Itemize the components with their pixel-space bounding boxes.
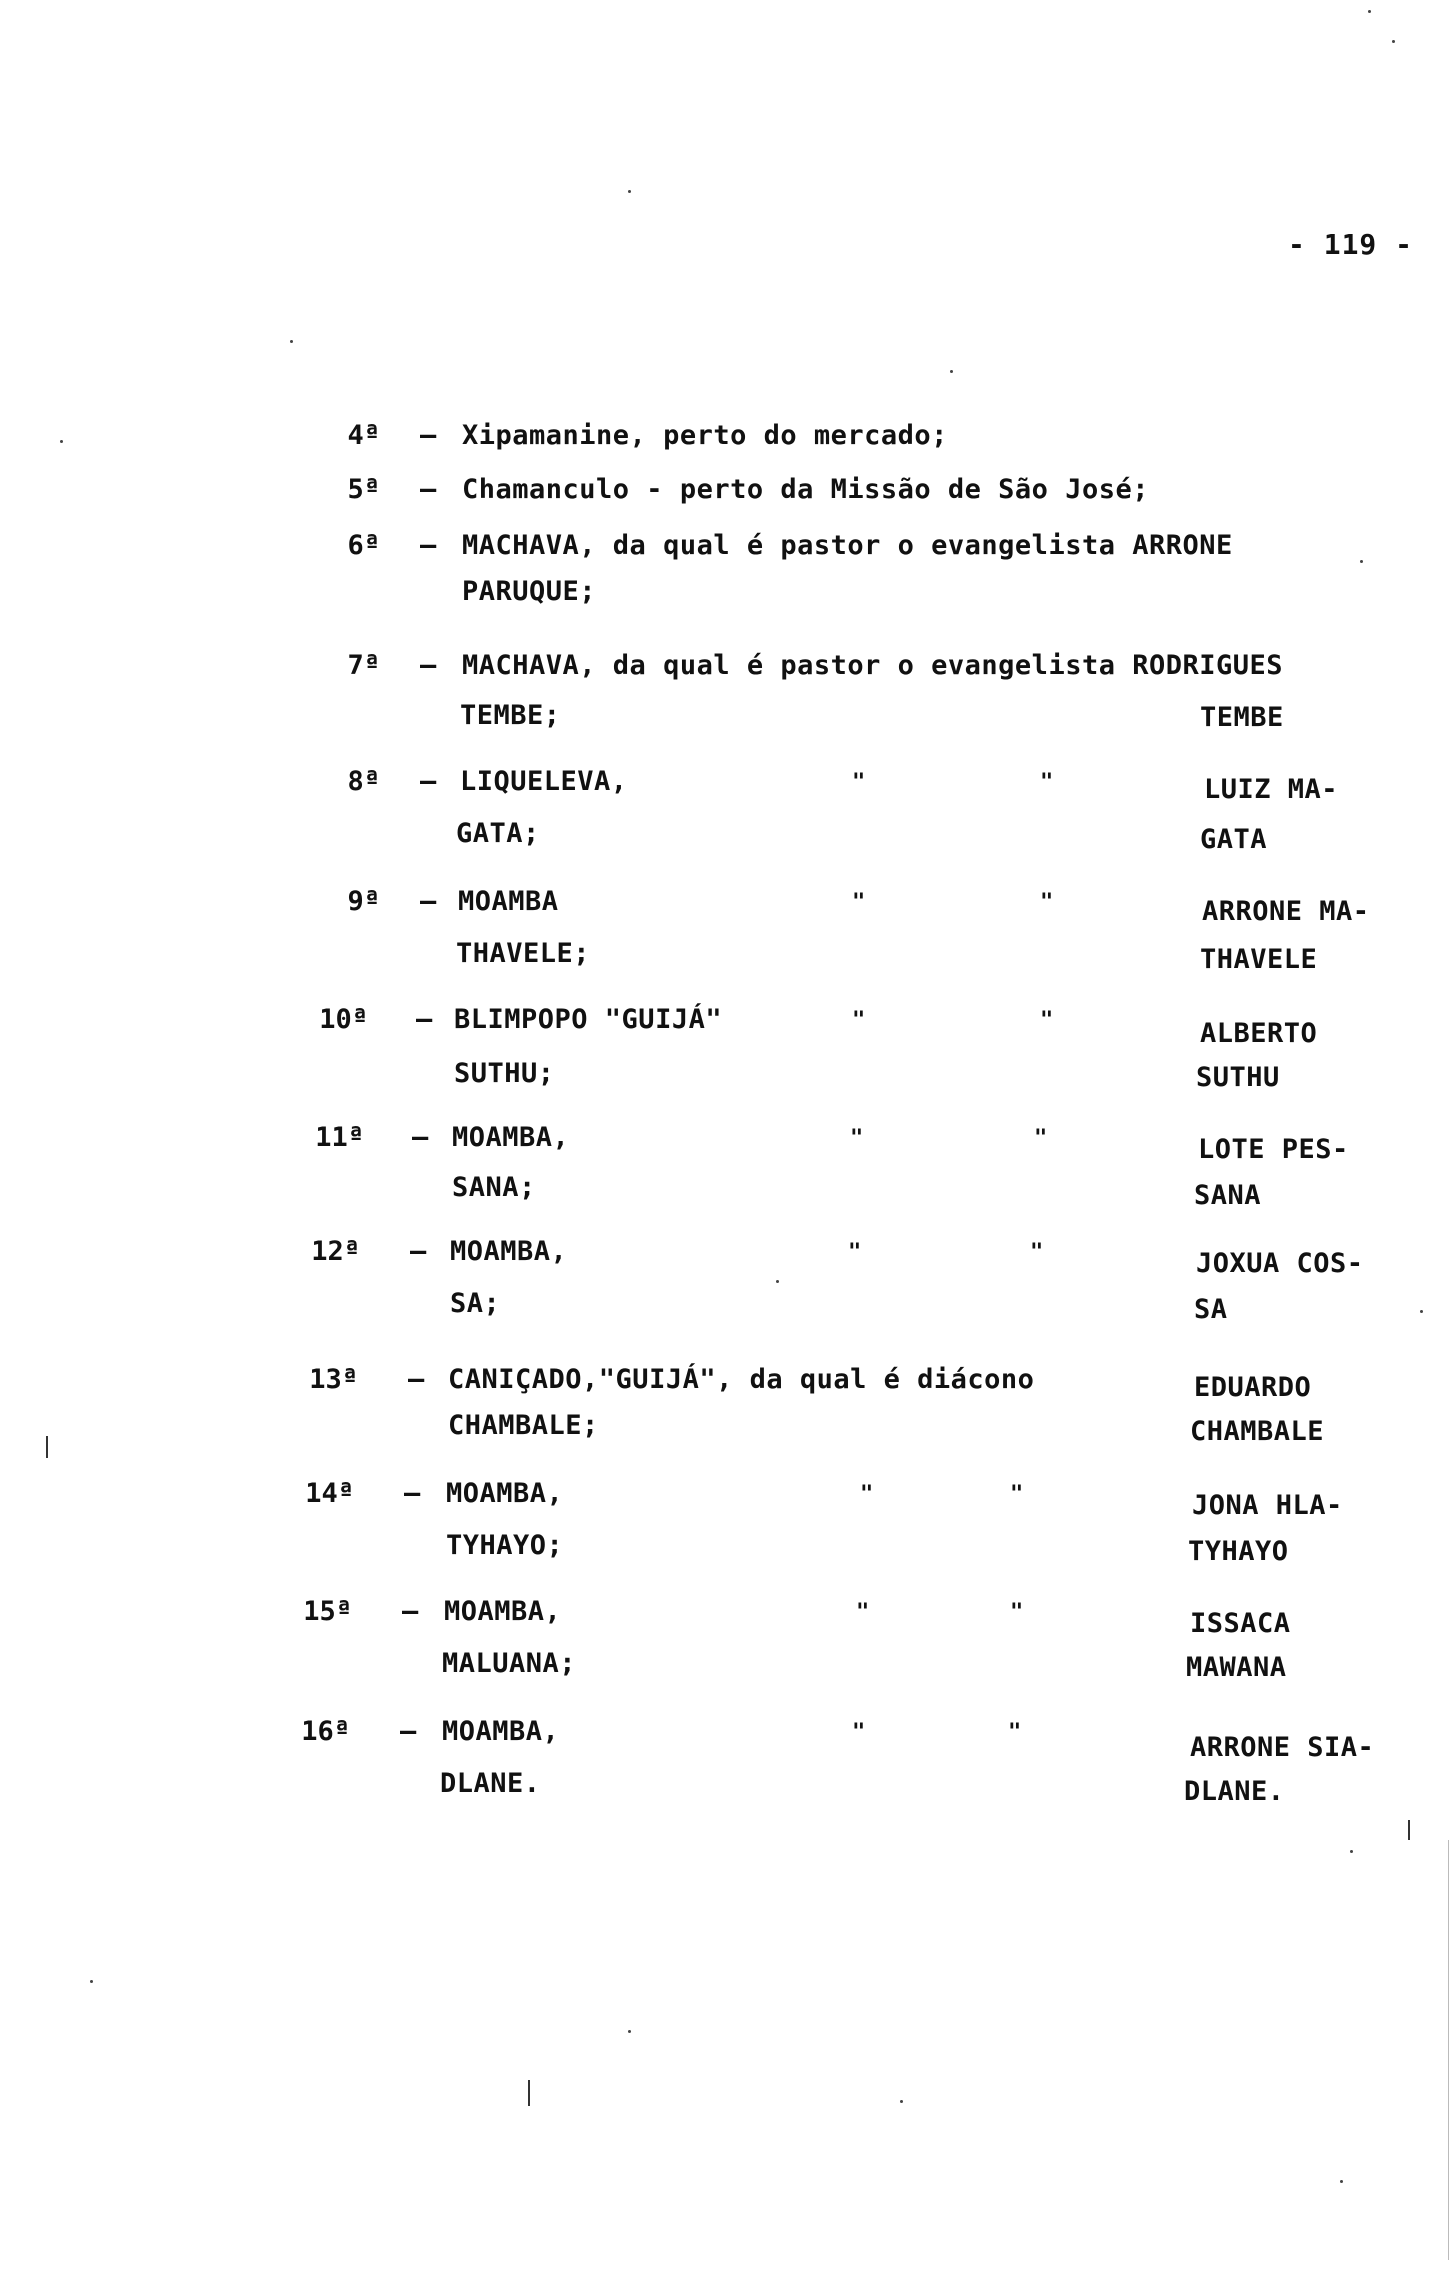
ditto-mark: " (848, 1240, 862, 1265)
scan-speck (950, 370, 953, 373)
entry-continuation: TYHAYO; (446, 1530, 564, 1561)
entry-right-name: LUIZ MA- (1204, 774, 1339, 805)
entry-dash: – (416, 1004, 433, 1035)
entry-right-name: ARRONE MA- (1202, 896, 1370, 927)
entry-continuation: SUTHU; (454, 1058, 555, 1089)
entry-right-name: SUTHU (1196, 1062, 1280, 1093)
entry-text: MOAMBA (458, 886, 559, 917)
entry-number: 10ª (319, 1004, 368, 1035)
page-number: - 119 - (1288, 228, 1414, 261)
entry-text: Chamanculo - perto da Missão de São José; (462, 474, 1149, 505)
scan-speck (776, 1280, 779, 1283)
entry-continuation: THAVELE; (456, 938, 591, 969)
entry-text: LIQUELEVA, (460, 766, 628, 797)
entry-text: MOAMBA, (444, 1596, 562, 1627)
entry-number: 7ª (347, 650, 380, 681)
ditto-mark: " (1010, 1600, 1024, 1625)
entry-continuation: CHAMBALE; (448, 1410, 599, 1441)
scan-speck (1420, 1310, 1423, 1313)
entry-number: 6ª (347, 530, 380, 561)
entry-right-name: GATA (1200, 824, 1268, 855)
entry-dash: – (420, 650, 437, 681)
entry-dash: – (420, 766, 437, 797)
entry-number: 8ª (347, 766, 380, 797)
entry-dash: – (400, 1716, 417, 1747)
ditto-mark: " (852, 1008, 866, 1033)
scan-speck (60, 440, 63, 443)
scan-speck (1340, 2180, 1343, 2183)
scan-speck (1392, 40, 1395, 43)
entry-right-name: TEMBE (1200, 702, 1284, 733)
scan-speck (290, 340, 293, 343)
entry-dash: – (420, 530, 437, 561)
entry-right-name: EDUARDO (1194, 1372, 1312, 1403)
entry-dash: – (420, 474, 437, 505)
entry-dash: – (420, 420, 437, 451)
scan-speck (1368, 10, 1371, 13)
entry-continuation: MALUANA; (442, 1648, 577, 1679)
entry-text: MOAMBA, (442, 1716, 560, 1747)
entry-right-name: ISSACA (1190, 1608, 1291, 1639)
entry-dash: – (404, 1478, 421, 1509)
entry-text: CANIÇADO,"GUIJÁ", da qual é diácono (448, 1364, 1035, 1395)
scan-speck (90, 1980, 93, 1983)
entry-right-name: ARRONE SIA- (1190, 1732, 1375, 1763)
entry-text: MOAMBA, (450, 1236, 568, 1267)
entry-number: 16ª (301, 1716, 350, 1747)
scan-speck (628, 2030, 631, 2033)
entry-dash: – (420, 886, 437, 917)
entry-text: MOAMBA, (446, 1478, 564, 1509)
entry-right-name: TYHAYO (1188, 1536, 1289, 1567)
ditto-mark: " (860, 1482, 874, 1507)
scan-mark (1408, 1820, 1410, 1840)
entry-dash: – (402, 1596, 419, 1627)
ditto-mark: " (1040, 890, 1054, 915)
entry-text: Xipamanine, perto do mercado; (462, 420, 948, 451)
scan-mark (528, 2080, 530, 2106)
ditto-mark: " (852, 890, 866, 915)
entry-right-name: DLANE. (1184, 1776, 1285, 1807)
entry-right-name: MAWANA (1186, 1652, 1287, 1683)
ditto-mark: " (856, 1600, 870, 1625)
entry-right-name: LOTE PES- (1198, 1134, 1349, 1165)
ditto-mark: " (1040, 770, 1054, 795)
entry-continuation: SA; (450, 1288, 501, 1319)
scan-mark (46, 1436, 48, 1458)
entry-continuation: PARUQUE; (462, 576, 597, 607)
entry-right-name: SANA (1194, 1180, 1262, 1211)
entry-right-name: CHAMBALE (1190, 1416, 1325, 1447)
entry-number: 4ª (347, 420, 380, 451)
entry-right-name: THAVELE (1200, 944, 1318, 975)
ditto-mark: " (1034, 1126, 1048, 1151)
ditto-mark: " (850, 1126, 864, 1151)
entry-dash: – (410, 1236, 427, 1267)
entry-number: 14ª (305, 1478, 354, 1509)
entry-continuation: DLANE. (440, 1768, 541, 1799)
entry-continuation: GATA; (456, 818, 540, 849)
ditto-mark: " (1040, 1008, 1054, 1033)
scan-speck (1360, 560, 1363, 563)
entry-right-name: SA (1194, 1294, 1228, 1325)
entry-number: 5ª (347, 474, 380, 505)
entry-text: MOAMBA, (452, 1122, 570, 1153)
ditto-mark: " (852, 1720, 866, 1745)
entry-number: 13ª (309, 1364, 358, 1395)
entry-continuation: TEMBE; (460, 700, 561, 731)
ditto-mark: " (1010, 1482, 1024, 1507)
ditto-mark: " (1008, 1720, 1022, 1745)
entry-right-name: ALBERTO (1200, 1018, 1318, 1049)
entry-text: BLIMPOPO "GUIJÁ" (454, 1004, 723, 1035)
entry-right-name: JONA HLA- (1192, 1490, 1343, 1521)
entry-right-name: JOXUA COS- (1196, 1248, 1364, 1279)
entry-number: 12ª (311, 1236, 360, 1267)
entry-text: MACHAVA, da qual é pastor o evangelista RODRIGUES (462, 650, 1284, 681)
entry-continuation: SANA; (452, 1172, 536, 1203)
scan-speck (1350, 1850, 1353, 1853)
entry-dash: – (412, 1122, 429, 1153)
ditto-mark: " (852, 770, 866, 795)
entry-dash: – (408, 1364, 425, 1395)
scan-speck (900, 2100, 903, 2103)
entry-text: MACHAVA, da qual é pastor o evangelista ARRONE (462, 530, 1233, 561)
scan-edge (1448, 1840, 1449, 2260)
entry-number: 11ª (315, 1122, 364, 1153)
entry-number: 15ª (303, 1596, 352, 1627)
scan-speck (628, 190, 631, 193)
ditto-mark: " (1030, 1240, 1044, 1265)
entry-number: 9ª (347, 886, 380, 917)
